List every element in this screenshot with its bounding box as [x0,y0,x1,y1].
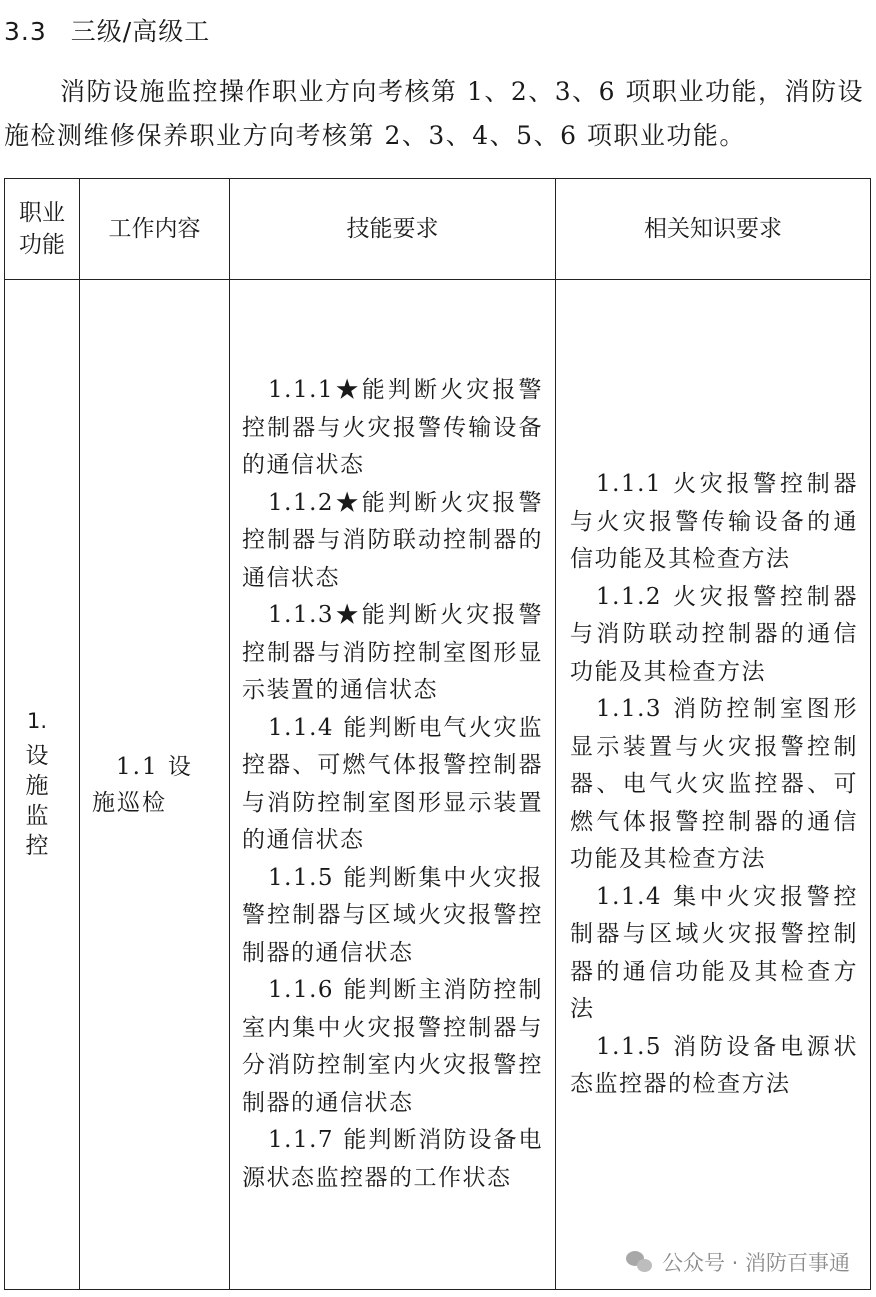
skill-item: 1.1.5 能判断集中火灾报警控制器与区域火灾报警控制器的通信状态 [242,864,543,966]
knowledge-cell [556,280,871,1290]
skill-item: 1.1.7 能判断消防设备电源状态监控器的工作状态 [242,1127,543,1191]
intro-paragraph [4,70,870,158]
work-content: 1.1 设施巡检 [92,753,193,816]
watermark-text: 公众号 · 消防百事通 [661,1251,850,1275]
skill-item: 1.1.2★能判断火灾报警控制器与消防联动控制器的通信状态 [242,489,543,591]
table-row [5,280,871,1290]
header-work-content: 工作内容 [80,179,230,280]
work-content-cell [80,280,230,1290]
knowledge-item: 1.1.5 消防设备电源状态监控器的检查方法 [570,1033,858,1097]
function-number: 1. [26,708,48,733]
section-number: 3.3 [4,17,47,46]
section-title: 三级/高级工 [70,17,211,46]
function-name: 设施监控 [25,742,49,859]
skill-item: 1.1.4 能判断电气火灾监控器、可燃气体报警控制器与消防控制室图形显示装置的通信状态 [242,714,543,853]
wechat-icon [626,1251,654,1273]
watermark [626,1247,850,1277]
table-header-row [5,179,871,280]
competency-table [4,178,871,1290]
header-knowledge: 相关知识要求 [556,179,871,280]
skill-item: 1.1.6 能判断主消防控制室内集中火灾报警控制器与分消防控制室内火灾报警控制器的通信状态 [242,977,543,1116]
knowledge-item: 1.1.2 火灾报警控制器与消防联动控制器的通信功能及其检查方法 [570,583,858,685]
skills-cell [230,280,556,1290]
skill-item: 1.1.3★能判断火灾报警控制器与消防控制室图形显示装置的通信状态 [242,602,543,703]
knowledge-item: 1.1.3 消防控制室图形显示装置与火灾报警控制器、电气火灾监控器、可燃气体报警控制器的通信功能及其检查方法 [570,696,858,872]
skill-item: 1.1.1★能判断火灾报警控制器与火灾报警传输设备的通信状态 [242,377,543,478]
header-function: 职业 功能 [5,179,80,280]
header-skills: 技能要求 [230,179,556,280]
intro-text: 消防设施监控操作职业方向考核第 1、2、3、6 项职业功能，消防设施检测维修保养职业方向考核第 2、3、4、5、6 项职业功能。 [4,77,865,150]
section-heading [4,12,210,48]
knowledge-item: 1.1.1 火灾报警控制器与火灾报警传输设备的通信功能及其检查方法 [570,471,858,572]
knowledge-item: 1.1.4 集中火灾报警控制器与区域火灾报警控制器的通信功能及其检查方法 [570,883,858,1022]
function-cell [5,280,80,1290]
